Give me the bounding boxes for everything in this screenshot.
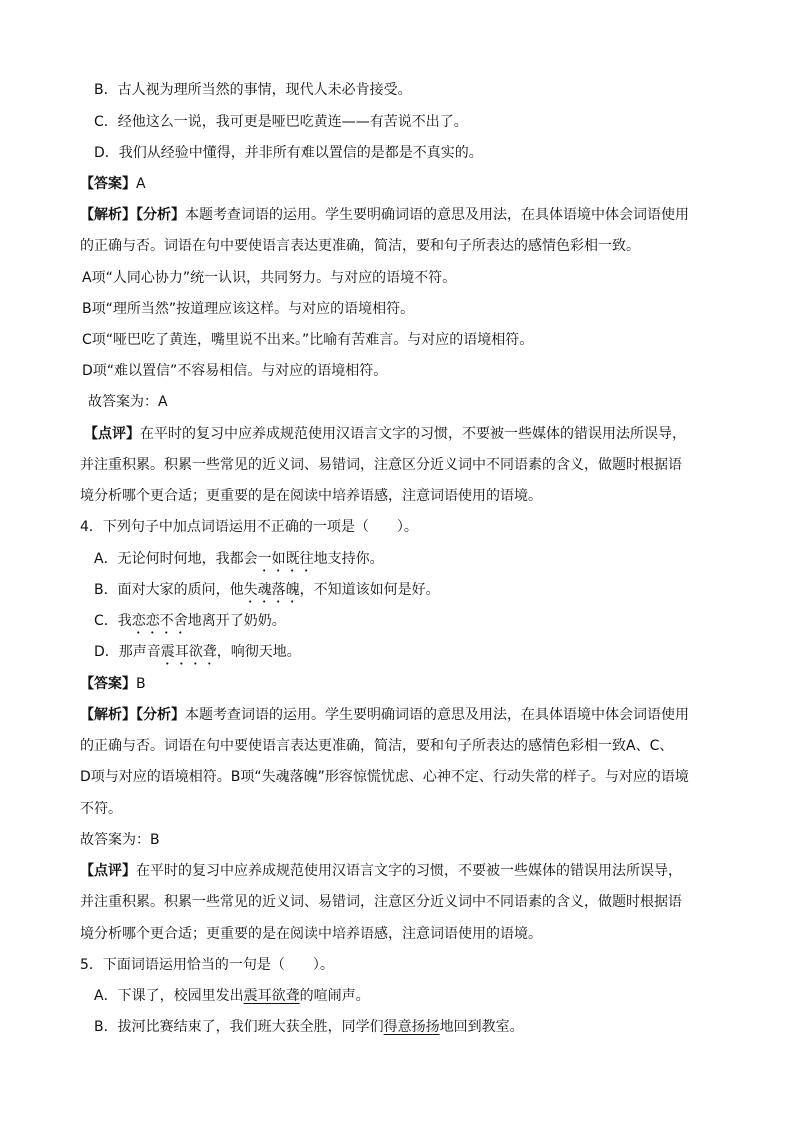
answer-value: B xyxy=(136,676,146,692)
analysis-tag: 【解析】【分析】 xyxy=(80,707,185,723)
emphasized-phrase: 恋恋不舍 xyxy=(131,613,188,629)
analysis-text: 本题考查词语的运用。学生要明确词语的意思及用法，在具体语境中体会词语使用 xyxy=(185,207,689,223)
comment-tag: 【点评】 xyxy=(84,426,140,442)
q3-analysis-line-2: 的正确与否。词语在句中要使语言表达更准确，简洁，要和句子所表达的感情色彩相一致。 xyxy=(80,238,640,254)
underlined-phrase: 震耳欲聋 xyxy=(243,988,300,1004)
q3-comment-line-1 xyxy=(84,424,686,444)
option-text: 的喧闹声。 xyxy=(299,988,370,1004)
q3-conclusion: 故答案为：A xyxy=(88,394,168,410)
q3-note-b: B项“理所当然”按道理应该这样。与对应的语境相符。 xyxy=(82,301,415,317)
underlined-phrase: 得意扬扬 xyxy=(383,1019,440,1035)
answer-tag: 【答案】 xyxy=(80,676,136,692)
q4-option-b xyxy=(94,580,440,606)
option-text: C．我 xyxy=(94,613,132,629)
option-text: A．无论何时何地，我都会 xyxy=(94,551,258,567)
q3-note-d: D项“难以置信”不容易相信。与对应的语境相符。 xyxy=(82,363,388,379)
option-text: D．那声音 xyxy=(94,644,161,660)
option-text: B．拔河比赛结束了，我们班大获全胜，同学们 xyxy=(94,1019,384,1035)
option-text: 地离开了奶奶。 xyxy=(187,613,286,629)
q3-option-d: D．我们从经验中懂得，并非所有难以置信的是都是不真实的。 xyxy=(94,145,483,161)
q4-analysis-line-1 xyxy=(80,705,689,725)
q4-option-a xyxy=(94,549,384,575)
q3-comment-line-2: 并注重积累。积累一些常见的近义词、易错词，注意区分近义词中不同语素的含义，做题时根据语 xyxy=(80,457,682,473)
q4-answer xyxy=(80,674,146,694)
q4-option-d xyxy=(94,642,301,668)
q4-option-c xyxy=(94,611,286,637)
q4-comment-line-1 xyxy=(80,861,682,881)
q3-note-c: C项“哑巴吃了黄连，嘴里说不出来。”比喻有苦难言。与对应的语境相符。 xyxy=(82,332,534,348)
comment-text: 在平时的复习中应养成规范使用汉语言文字的习惯，不要被一些媒体的错误用法所误导， xyxy=(136,863,682,879)
q4-conclusion: 故答案为：B xyxy=(80,832,160,848)
option-text: A．下课了，校园里发出 xyxy=(94,988,244,1004)
comment-text: 在平时的复习中应养成规范使用汉语言文字的习惯，不要被一些媒体的错误用法所误导， xyxy=(140,426,686,442)
emphasized-phrase: 一如既往 xyxy=(257,551,314,567)
option-text: ，不知道该如何是好。 xyxy=(299,582,440,598)
comment-tag: 【点评】 xyxy=(80,863,136,879)
q4-comment-line-2: 并注重积累。积累一些常见的近义词、易错词，注意区分近义词中不同语素的含义，做题时根据语 xyxy=(80,894,682,910)
option-text: B．面对大家的质问，他 xyxy=(94,582,244,598)
q5-option-b xyxy=(94,1017,524,1037)
q5-stem: 5．下面词语运用恰当的一句是（ ）。 xyxy=(80,957,334,973)
analysis-tag: 【解析】【分析】 xyxy=(80,207,185,223)
option-text: 地支持你。 xyxy=(313,551,384,567)
q3-analysis-line-1 xyxy=(80,205,689,225)
option-text: ，响彻天地。 xyxy=(216,644,301,660)
q3-option-c: C．经他这么一说，我可更是哑巴吃黄连——有苦说不出了。 xyxy=(94,114,468,130)
q4-analysis-line-2: 的正确与否。词语在句中要使语言表达更准确，简洁，要和句子所表达的感情色彩相一致A、C、 xyxy=(80,738,674,754)
q4-stem: 4．下列句子中加点词语运用不正确的一项是（ ）。 xyxy=(80,519,418,535)
option-text: 地回到教室。 xyxy=(439,1019,524,1035)
q3-note-a: A项“人同心协力”统一认识，共同努力。与对应的语境不符。 xyxy=(82,270,457,286)
q4-analysis-line-4: 不符。 xyxy=(80,801,122,817)
analysis-text: 本题考查词语的运用。学生要明确词语的意思及用法，在具体语境中体会词语使用 xyxy=(185,707,689,723)
emphasized-phrase: 震耳欲聋 xyxy=(160,644,217,660)
q4-comment-line-3: 境分析哪个更合适；更重要的是在阅读中培养语感，注意词语使用的语境。 xyxy=(80,926,542,942)
q5-option-a xyxy=(94,986,370,1006)
q3-answer xyxy=(80,174,146,194)
q3-option-b: B．古人视为理所当然的事情，现代人未必肯接受。 xyxy=(94,82,412,98)
emphasized-phrase: 失魂落魄 xyxy=(243,582,300,598)
answer-value: A xyxy=(136,176,146,192)
q4-analysis-line-3: D项与对应的语境相符。B项“失魂落魄”形容惊慌忧虑、心神不定、行动失常的样子。与对应的语境 xyxy=(80,769,689,785)
answer-tag: 【答案】 xyxy=(80,176,136,192)
q3-comment-line-3: 境分析哪个更合适；更重要的是在阅读中培养语感，注意词语使用的语境。 xyxy=(80,488,542,504)
